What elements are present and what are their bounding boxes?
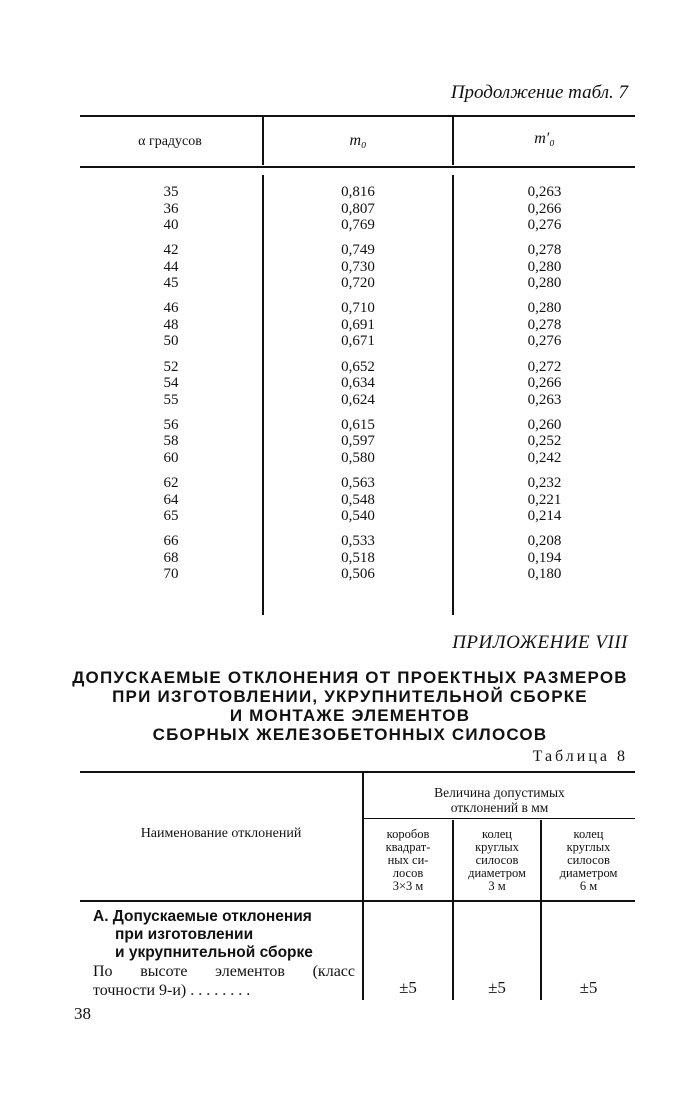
table7-cell-group (80, 417, 262, 467)
table7-cell: 0,816 (341, 184, 375, 200)
table7-cell: 0,730 (341, 258, 375, 275)
table7-cell-group (264, 184, 452, 234)
value-header-line: Величина допустимых (434, 785, 565, 800)
heading-line: ПРИ ИЗГОТОВЛЕНИИ, УКРУПНИТЕЛЬНОЙ СБОРКЕ (112, 687, 588, 706)
table7-cell: 0,194 (527, 549, 562, 566)
table7-cell: 0,242 (527, 449, 562, 466)
table7-cell-group (264, 533, 452, 583)
col-header-m0: m₀ (349, 132, 367, 149)
col1-header-line: квадрат- (385, 840, 431, 854)
table7-cell: 0,221 (527, 491, 562, 508)
table7-cell: 0,280 (527, 300, 562, 317)
tolerance-value: ±5 (579, 978, 598, 997)
heading-line: И МОНТАЖЕ ЭЛЕМЕНТОВ (229, 706, 471, 725)
table7-cell-group (80, 533, 262, 583)
table7-cell-group (264, 300, 452, 350)
table7-cell: 0,720 (341, 275, 375, 292)
table7-cell-group (80, 475, 262, 525)
table7-cell: 65 (163, 508, 179, 524)
table7-cell: 0,252 (527, 433, 562, 450)
table7-cell: 0,548 (341, 491, 375, 508)
table7-cell-group (264, 417, 452, 467)
table8-name-header: Наименование отклонений (140, 826, 302, 841)
table7-cell: 0,506 (341, 566, 375, 583)
col3-header-line: колец (573, 827, 604, 841)
table8-top-rule (80, 771, 635, 773)
section-a-line: при изготовлении (115, 926, 254, 943)
table7-cell: 0,518 (341, 549, 375, 566)
table7-cell-group (454, 475, 635, 525)
col1-header-line: лосов (392, 866, 424, 880)
table7-cell-group (80, 300, 262, 350)
table7-cell: 56 (163, 416, 179, 433)
table7-cell-group (454, 184, 635, 234)
table7-cell: 0,266 (527, 200, 562, 217)
table7-cell: 0,597 (341, 433, 375, 450)
col3-header-line: диаметром (559, 866, 618, 880)
table7-cell: 52 (163, 358, 179, 375)
table7-cell-group (80, 242, 262, 292)
col1-header-line: 3×3 м (392, 879, 424, 893)
table7-cell-group (80, 359, 262, 409)
table7-cell: 0,263 (527, 184, 562, 200)
table7-cell: 50 (163, 333, 179, 350)
row-height-tolerance (93, 962, 355, 1000)
table7-header-rule (80, 166, 635, 168)
col2-header-line: 3 м (488, 879, 506, 893)
table7-cell: 0,208 (527, 533, 562, 550)
table7-cell: 0,276 (527, 217, 562, 233)
table7-cell-group (264, 359, 452, 409)
table7-cell: 45 (163, 275, 179, 292)
table7-cell-group (454, 533, 635, 583)
table7-cell: 0,263 (527, 391, 562, 408)
table7-cell-group (454, 417, 635, 467)
section-heading (60, 668, 640, 744)
table7-cell: 0,634 (341, 375, 375, 392)
table7-cell: 62 (163, 475, 179, 491)
page-number: 38 (74, 1004, 91, 1023)
table7-cell: 0,266 (527, 375, 562, 392)
col1-header-line: ных си- (387, 853, 429, 867)
heading-line: СБОРНЫХ ЖЕЛЕЗОБЕТОННЫХ СИЛОСОВ (152, 725, 548, 744)
table7-cell: 0,769 (341, 217, 375, 233)
continuation-label: Продолжение табл. 7 (450, 82, 628, 103)
table7-cell: 35 (163, 184, 179, 200)
col1-header-line: коробов (386, 827, 430, 841)
table7-cell: 0,278 (527, 316, 562, 333)
table7-cell: 0,540 (341, 508, 375, 524)
table7-cell: 58 (163, 433, 179, 450)
table7-cell-group (264, 475, 452, 525)
table7-cell: 40 (163, 217, 179, 233)
table7-cell: 46 (163, 300, 179, 317)
row-text-line: По высоте элементов (класс (93, 963, 355, 980)
table7-cell: 0,710 (341, 300, 375, 317)
table7-cell: 0,180 (527, 566, 562, 583)
table7-cell: 0,533 (341, 533, 375, 550)
tolerance-value: ±5 (488, 978, 506, 997)
table7-cell: 0,272 (527, 358, 562, 375)
table7-cell: 60 (163, 449, 179, 466)
table7-cell: 54 (163, 375, 179, 392)
tolerance-value: ±5 (399, 978, 417, 997)
col-header-angle: α градусов (138, 134, 202, 149)
heading-line: ДОПУСКАЕМЫЕ ОТКЛОНЕНИЯ ОТ ПРОЕКТНЫХ РАЗМЕРОВ (72, 668, 628, 687)
table7-cell: 70 (163, 566, 179, 583)
section-a-line: и укрупнительной сборке (115, 944, 313, 961)
col3-header-line: силосов (567, 853, 610, 867)
table7-cell: 0,278 (527, 242, 562, 259)
value-header-line: отклонений в мм (450, 800, 549, 815)
table7-cell: 0,652 (341, 358, 375, 375)
table7-cell: 0,624 (341, 391, 375, 408)
table8-subheader-rule (364, 818, 635, 819)
table7-top-rule (80, 115, 635, 117)
table7-cell: 0,691 (341, 316, 375, 333)
row-text-line: точности 9-и) . . . . . . . . (93, 982, 251, 999)
table7-cell: 0,280 (527, 275, 562, 292)
table7-cell-group (454, 300, 635, 350)
table7-cell: 68 (163, 549, 179, 566)
table8-col2-header (454, 828, 540, 893)
table7-cell: 0,232 (527, 475, 562, 491)
table7-cell: 0,260 (527, 416, 562, 433)
table7-cell: 64 (163, 491, 179, 508)
table8-label: Таблица 8 (532, 748, 628, 765)
col2-header-line: круглых (475, 840, 519, 854)
table7-cell: 0,807 (341, 200, 375, 217)
table7-cell-group (454, 242, 635, 292)
table7-cell: 0,280 (527, 258, 562, 275)
col3-header-line: круглых (566, 840, 611, 854)
table8-col1-header (364, 828, 452, 893)
table8-value-header (364, 785, 635, 815)
table7-cell-group (264, 242, 452, 292)
col-header-m0-prime: m′₀ (534, 130, 555, 147)
table7-cell: 0,671 (341, 333, 375, 350)
table7-cell: 36 (163, 200, 179, 217)
col2-header-line: силосов (475, 853, 519, 867)
col3-header-line: 6 м (579, 879, 598, 893)
table7-cell: 66 (163, 533, 179, 550)
table7-cell-group (454, 359, 635, 409)
table7-cell: 0,214 (527, 508, 562, 524)
table7-cell: 44 (163, 258, 179, 275)
table7-cell: 0,615 (341, 416, 375, 433)
appendix-label: ПРИЛОЖЕНИЕ VIII (452, 632, 628, 653)
table7-cell: 48 (163, 316, 179, 333)
table7-cell: 0,749 (341, 242, 375, 259)
table8-header-rule (80, 900, 635, 902)
table7-cell: 55 (163, 391, 179, 408)
table8-col3-header (542, 828, 635, 893)
table7-cell: 0,276 (527, 333, 562, 350)
col2-header-line: диаметром (468, 866, 526, 880)
table7-cell-group (80, 184, 262, 234)
table7-cell: 42 (163, 242, 179, 259)
col2-header-line: колец (482, 827, 512, 841)
section-a-line: А. Допускаемые отклонения (93, 908, 312, 925)
section-a-title (93, 908, 358, 962)
table7-cell: 0,563 (341, 475, 375, 491)
table7-cell: 0,580 (341, 449, 375, 466)
